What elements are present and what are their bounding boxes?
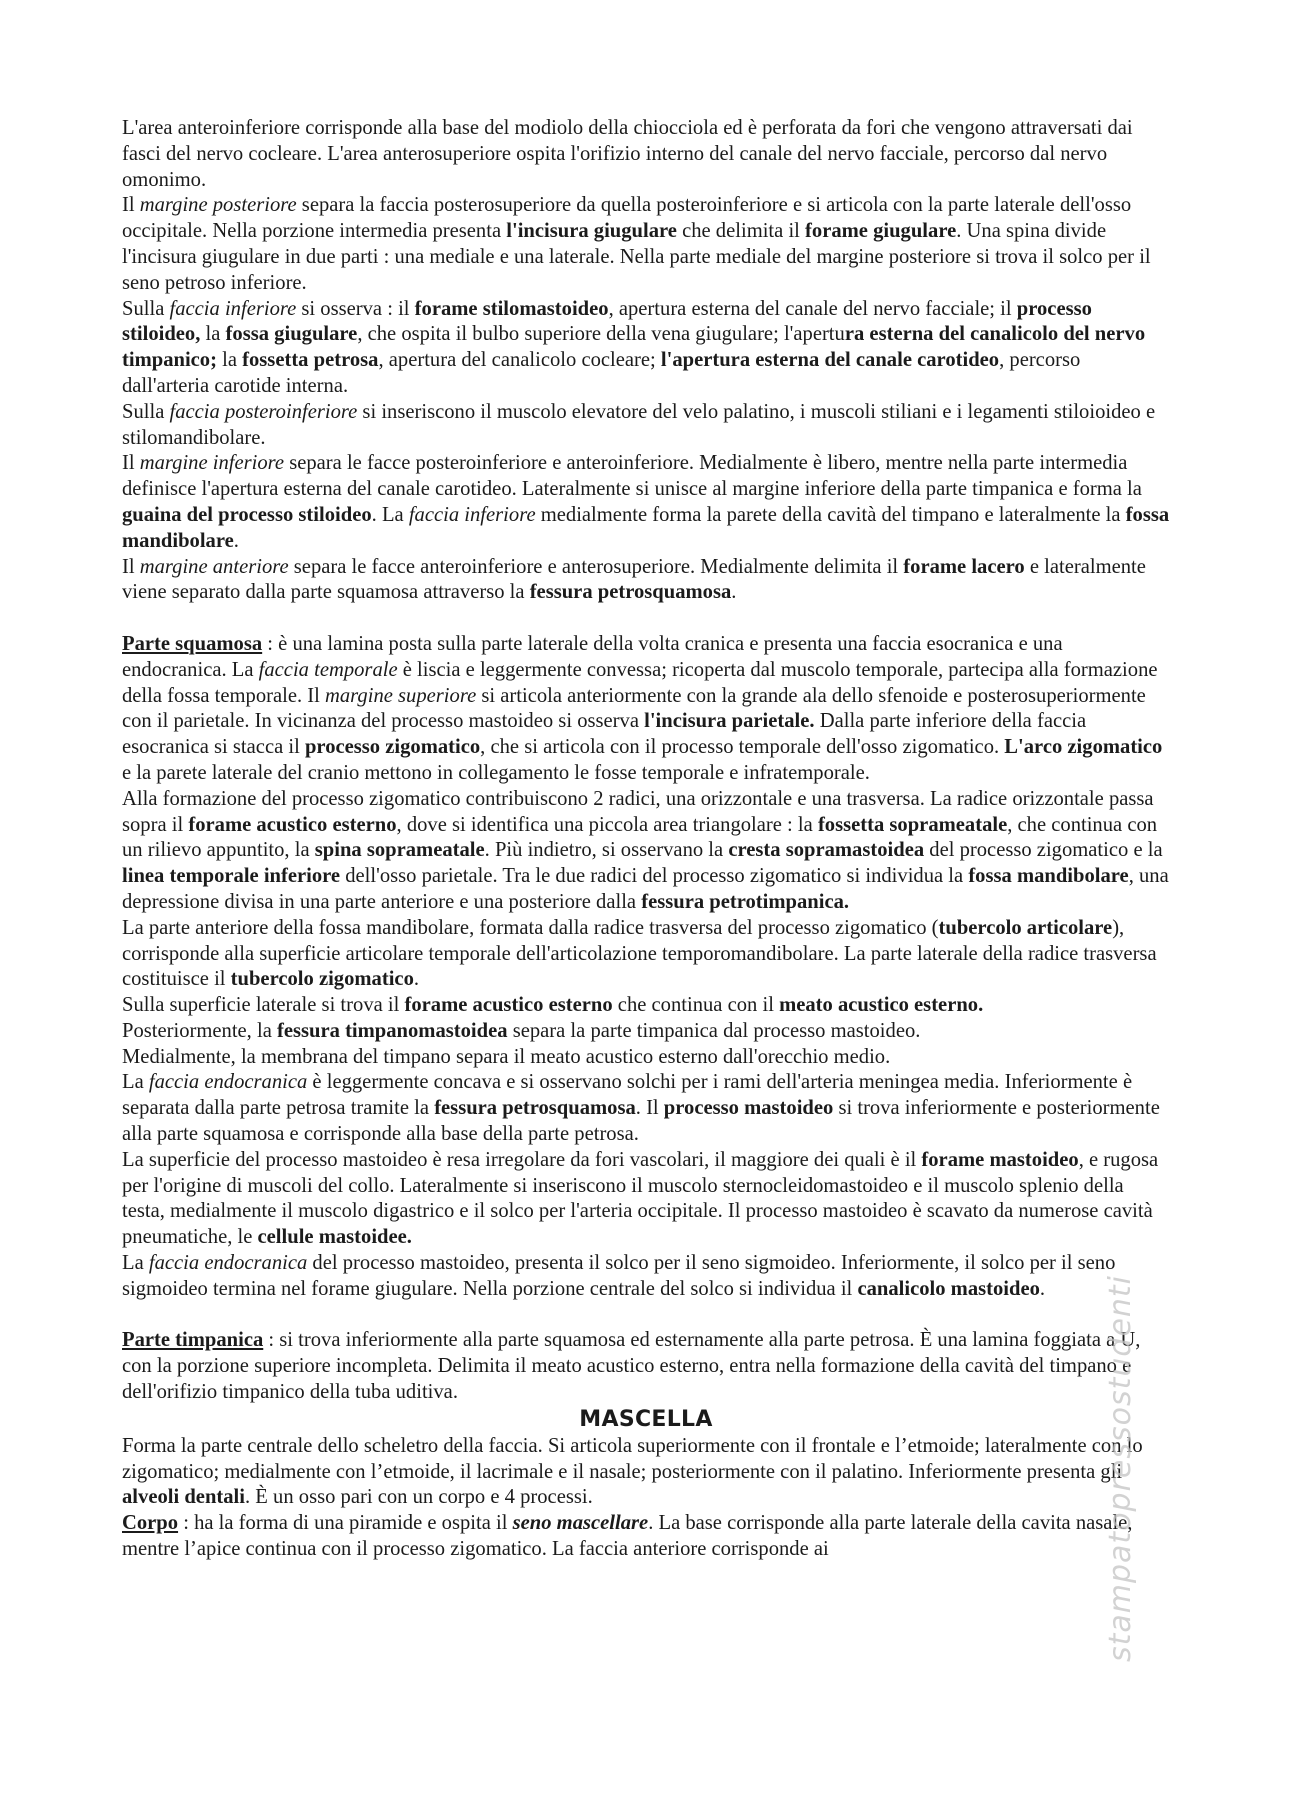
bold-term: tubercolo articolare <box>938 916 1113 939</box>
italic-term: margine posteriore <box>139 194 297 217</box>
text-run: è liscia e leggermente convessa; ricoperta dal muscolo temporale, partecipa alla formazione della fossa temporale. Il <box>122 658 1158 707</box>
text-run: si articola anteriormente con la grande ala dello sfenoide e posterosuperiormente con il parietale. In vicinanza del processo mastoideo si osserva <box>122 684 1146 733</box>
bold-term: ra esterna del canalicolo del nervo timpanico; <box>122 323 1146 372</box>
bold-term: fessura timpanomastoidea <box>277 1019 508 1042</box>
bold-term: fossetta soprameatale <box>817 813 1008 836</box>
bold-term: fossa mandibolare <box>122 503 1170 552</box>
text-run: del processo zigomatico e la <box>924 839 1163 862</box>
bold-term: L'arco zigomatico <box>1004 736 1163 759</box>
subsection-heading: Parte squamosa <box>122 632 263 655</box>
bold-term: canalicolo mastoideo <box>857 1277 1040 1300</box>
text-run: . <box>1039 1277 1046 1300</box>
text-run: si inseriscono il muscolo elevatore del velo palatino, i muscoli stiliani e i legamenti stiloioideo e stilomandibolare. <box>122 400 1156 449</box>
text-run: , una depressione divisa in una parte anteriore e una posteriore dalla <box>122 865 1169 913</box>
text-run: , apertura del canalicolo cocleare; <box>378 349 661 372</box>
text-run: ), corrisponde alla superficie articolare temporale dell'articolazione temporomandibolare. La parte laterale della radice trasversa costituisce il <box>122 916 1157 991</box>
text-run: Il <box>122 194 140 217</box>
text-run: che continua con il <box>612 994 780 1017</box>
text-run: , che continua con un rilievo appuntito, la <box>122 813 1158 862</box>
bold-term: l'apertura esterna del canale carotideo <box>660 349 1000 372</box>
paragraph <box>122 400 1170 452</box>
text-run: Posteriormente, la <box>122 1019 277 1042</box>
bold-term: forame lacero <box>903 555 1025 578</box>
paragraph-spacer <box>122 606 1170 632</box>
text-run: dell'osso parietale. Tra le due radici del processo zigomatico si individua la <box>340 865 969 888</box>
bold-term: fossa giugulare <box>225 323 358 346</box>
text-run: . Più indietro, si osservano la <box>484 839 729 862</box>
bold-term: forame stilomastoideo <box>414 297 609 320</box>
bold-term: forame acustico esterno <box>188 813 397 836</box>
bold-term: tubercolo zigomatico <box>230 968 414 991</box>
bold-term: processo mastoideo <box>663 1097 834 1120</box>
bold-term: fessura petrosquamosa <box>434 1097 636 1120</box>
bold-term: l'incisura giugulare <box>506 220 677 243</box>
text-run: Sulla <box>122 400 170 423</box>
bold-term: fessura petrosquamosa <box>529 581 732 604</box>
text-run: Il <box>122 555 140 578</box>
text-run: , dove si identifica una piccola area triangolare : la <box>396 813 818 836</box>
italic-term: margine superiore <box>325 684 477 707</box>
paragraph <box>122 297 1170 400</box>
text-run: , percorso dall'arteria carotide interna. <box>122 349 1081 397</box>
text-run: , e rugosa per l'origine di muscoli del collo. Lateralmente si inseriscono il muscolo sternocleidomastoideo e il muscolo splenio della testa, medialmente il muscolo digastrico e il solco per l'arteria occipitale. Il processo mastoideo è scavato da numerose cavità pneumatiche, le <box>122 1148 1159 1249</box>
bold-term: processo zigomatico <box>304 736 481 759</box>
paragraph <box>122 787 1170 916</box>
bold-term: forame mastoideo <box>921 1148 1079 1171</box>
text-run: : si trova inferiormente alla parte squamosa ed esternamente alla parte petrosa. È una lamina foggiata a U, con la porzione superiore incompleta. Delimita il meato acustico esterno, entra nella formazione della cavità del timpano e dell'orifizio timpanico della tuba uditiva. <box>122 1329 1141 1404</box>
italic-term: faccia endocranica <box>148 1071 308 1094</box>
text-run: . È un osso pari con un corpo e 4 processi. <box>245 1486 593 1509</box>
paragraph <box>122 916 1170 993</box>
text-run: che delimita il <box>676 220 806 243</box>
bold-term: guaina del processo stiloideo <box>122 503 372 526</box>
text-run: Il <box>122 452 140 475</box>
bold-term: cellule mastoidee. <box>257 1226 412 1249</box>
paragraph-spacer <box>122 1303 1170 1329</box>
text-run: si trova inferiormente e posteriormente alla parte squamosa e corrisponde alla base della parte petrosa. <box>122 1097 1160 1146</box>
text-run: Medialmente, la membrana del timpano separa il meato acustico esterno dall'orecchio medio. <box>122 1045 891 1068</box>
text-run: del processo mastoideo, presenta il solco per il seno sigmoideo. Inferiormente, il solco per il seno sigmoideo termina nel forame giugulare. Nella porzione centrale del solco si individua il <box>122 1252 1116 1300</box>
text-run: , apertura esterna del canale del nervo facciale; il <box>608 297 1017 320</box>
text-run: La <box>122 1071 149 1094</box>
text-run: . <box>233 529 239 552</box>
text-run: separa la faccia posterosuperiore da quella posteroinferiore e si articola con la parte laterale dell'osso occipitale. Nella porzione intermedia presenta <box>122 194 1132 243</box>
italic-term: faccia posteroinferiore <box>169 400 358 423</box>
italic-term: faccia temporale <box>258 658 398 681</box>
paragraph <box>122 193 1170 296</box>
text-run: e lateralmente viene separato dalla parte squamosa attraverso la <box>122 555 1146 604</box>
text-run: la <box>200 323 226 346</box>
text-run: La superficie del processo mastoideo è resa irregolare da fori vascolari, il maggiore dei quali è il <box>122 1148 922 1171</box>
paragraph <box>122 451 1170 554</box>
text-run: separa le facce posteroinferiore e anteroinferiore. Medialmente è libero, mentre nella parte intermedia definisce l'apertura esterna del canale carotideo. Lateralmente si unisce al margine inferiore della parte timpanica e forma la <box>122 452 1142 501</box>
bold-term: cresta sopramastoidea <box>728 839 925 862</box>
bold-term: linea temporale inferiore <box>122 865 341 888</box>
paragraph <box>122 632 1170 787</box>
bold-term: processo stiloideo, <box>122 297 1092 346</box>
bold-term: spina soprameatale <box>314 839 485 862</box>
bold-term: meato acustico esterno. <box>779 994 984 1017</box>
paragraph <box>122 1511 1170 1563</box>
text-run: . <box>731 581 737 604</box>
text-run: Dalla parte inferiore della faccia esocranica si stacca il <box>122 710 1087 759</box>
italic-term: faccia inferiore <box>169 297 297 320</box>
bold-term: alveoli dentali <box>122 1486 245 1509</box>
text-run: . Il <box>635 1097 664 1120</box>
text-run: La parte anteriore della fossa mandibolare, formata dalla radice trasversa del processo zigomatico ( <box>122 916 939 939</box>
subsection-heading: Corpo <box>122 1512 179 1535</box>
paragraph <box>122 1045 1170 1071</box>
bold-term: fossetta petrosa <box>242 349 379 372</box>
paragraph <box>122 1148 1170 1251</box>
bold-term: l'incisura parietale. <box>644 710 815 733</box>
text-run: : è una lamina posta sulla parte laterale della volta cranica e presenta una faccia esocranica e una endocranica. La <box>122 632 1063 681</box>
document-body <box>122 116 1170 1563</box>
bold-term: forame giugulare <box>805 220 957 243</box>
text-run: Alla formazione del processo zigomatico contribuiscono 2 radici, una orizzontale e una trasversa. La radice orizzontale passa sopra il <box>122 787 1154 836</box>
italic-term: margine inferiore <box>139 452 285 475</box>
section-heading: MASCELLA <box>579 1406 713 1432</box>
text-run: . <box>413 968 420 991</box>
text-run: e la parete laterale del cranio mettono in collegamento le fosse temporale e infratemporale. <box>122 761 870 784</box>
text-run: si osserva : il <box>296 297 415 320</box>
italic-term: faccia inferiore <box>408 503 536 526</box>
text-run: medialmente forma la parete della cavità del timpano e lateralmente la <box>535 503 1126 526</box>
text-run: Forma la parte centrale dello scheletro della faccia. Si articola superiormente con il frontale e l’etmoide; lateralmente con lo zigomatico; medialmente con l’etmoide, il lacrimale e il nasale; posteriormente con il palatino. Inferiormente presenta gli <box>122 1434 1143 1483</box>
text-run: Sulla <box>122 297 170 320</box>
text-run: la <box>216 349 243 372</box>
text-run: Sulla superficie laterale si trova il <box>122 994 405 1017</box>
text-run: separa la parte timpanica dal processo mastoideo. <box>507 1019 921 1042</box>
text-run: , che ospita il bulbo superiore della vena giugulare; l'apertu <box>357 323 845 346</box>
text-run: . La <box>371 503 409 526</box>
text-run: . La base corrisponde alla parte laterale della cavita nasale, mentre l’apice continua con il processo zigomatico. La faccia anteriore corrisponde ai <box>122 1512 1133 1561</box>
italic-term: faccia endocranica <box>148 1252 308 1275</box>
bold-term: fessura petrotimpanica. <box>641 890 850 913</box>
text-run: : ha la forma di una piramide e ospita il <box>178 1512 513 1535</box>
italic-term: margine anteriore <box>139 555 289 578</box>
paragraph <box>122 1328 1170 1405</box>
paragraph <box>122 555 1170 607</box>
text-run: è leggermente concava e si osservano solchi per i rami dell'arteria meningea media. Inferiormente è separata dalla parte petrosa tramite la <box>122 1071 1133 1120</box>
paragraph <box>122 993 1170 1019</box>
paragraph <box>122 1070 1170 1147</box>
paragraph <box>122 1019 1170 1045</box>
bold-italic-term: seno mascellare <box>512 1512 649 1535</box>
text-run: La <box>122 1252 149 1275</box>
text-run: separa le facce anteroinferiore e anterosuperiore. Medialmente delimita il <box>288 555 904 578</box>
subsection-heading: Parte timpanica <box>122 1329 264 1352</box>
watermark: stampatopressostudenti <box>1103 1274 1138 1662</box>
bold-term: fossa mandibolare <box>968 865 1129 888</box>
paragraph <box>122 1434 1170 1511</box>
text-run: . Una spina divide l'incisura giugulare in due parti : una mediale e una laterale. Nella parte mediale del margine posteriore si trova il solco per il seno petroso inferiore. <box>122 220 1151 294</box>
text-run: L'area anteroinferiore corrisponde alla base del modiolo della chiocciola ed è perforata da fori che vengono attraversati dai fasci del nervo cocleare. L'area anterosuperiore ospita l'orifizio interno del canale del nervo facciale, percorso dal nervo omonimo. <box>122 117 1133 191</box>
paragraph <box>122 1251 1170 1303</box>
bold-term: forame acustico esterno <box>404 994 613 1017</box>
text-run: , che si articola con il processo temporale dell'osso zigomatico. <box>480 736 1005 759</box>
paragraph <box>122 116 1170 193</box>
